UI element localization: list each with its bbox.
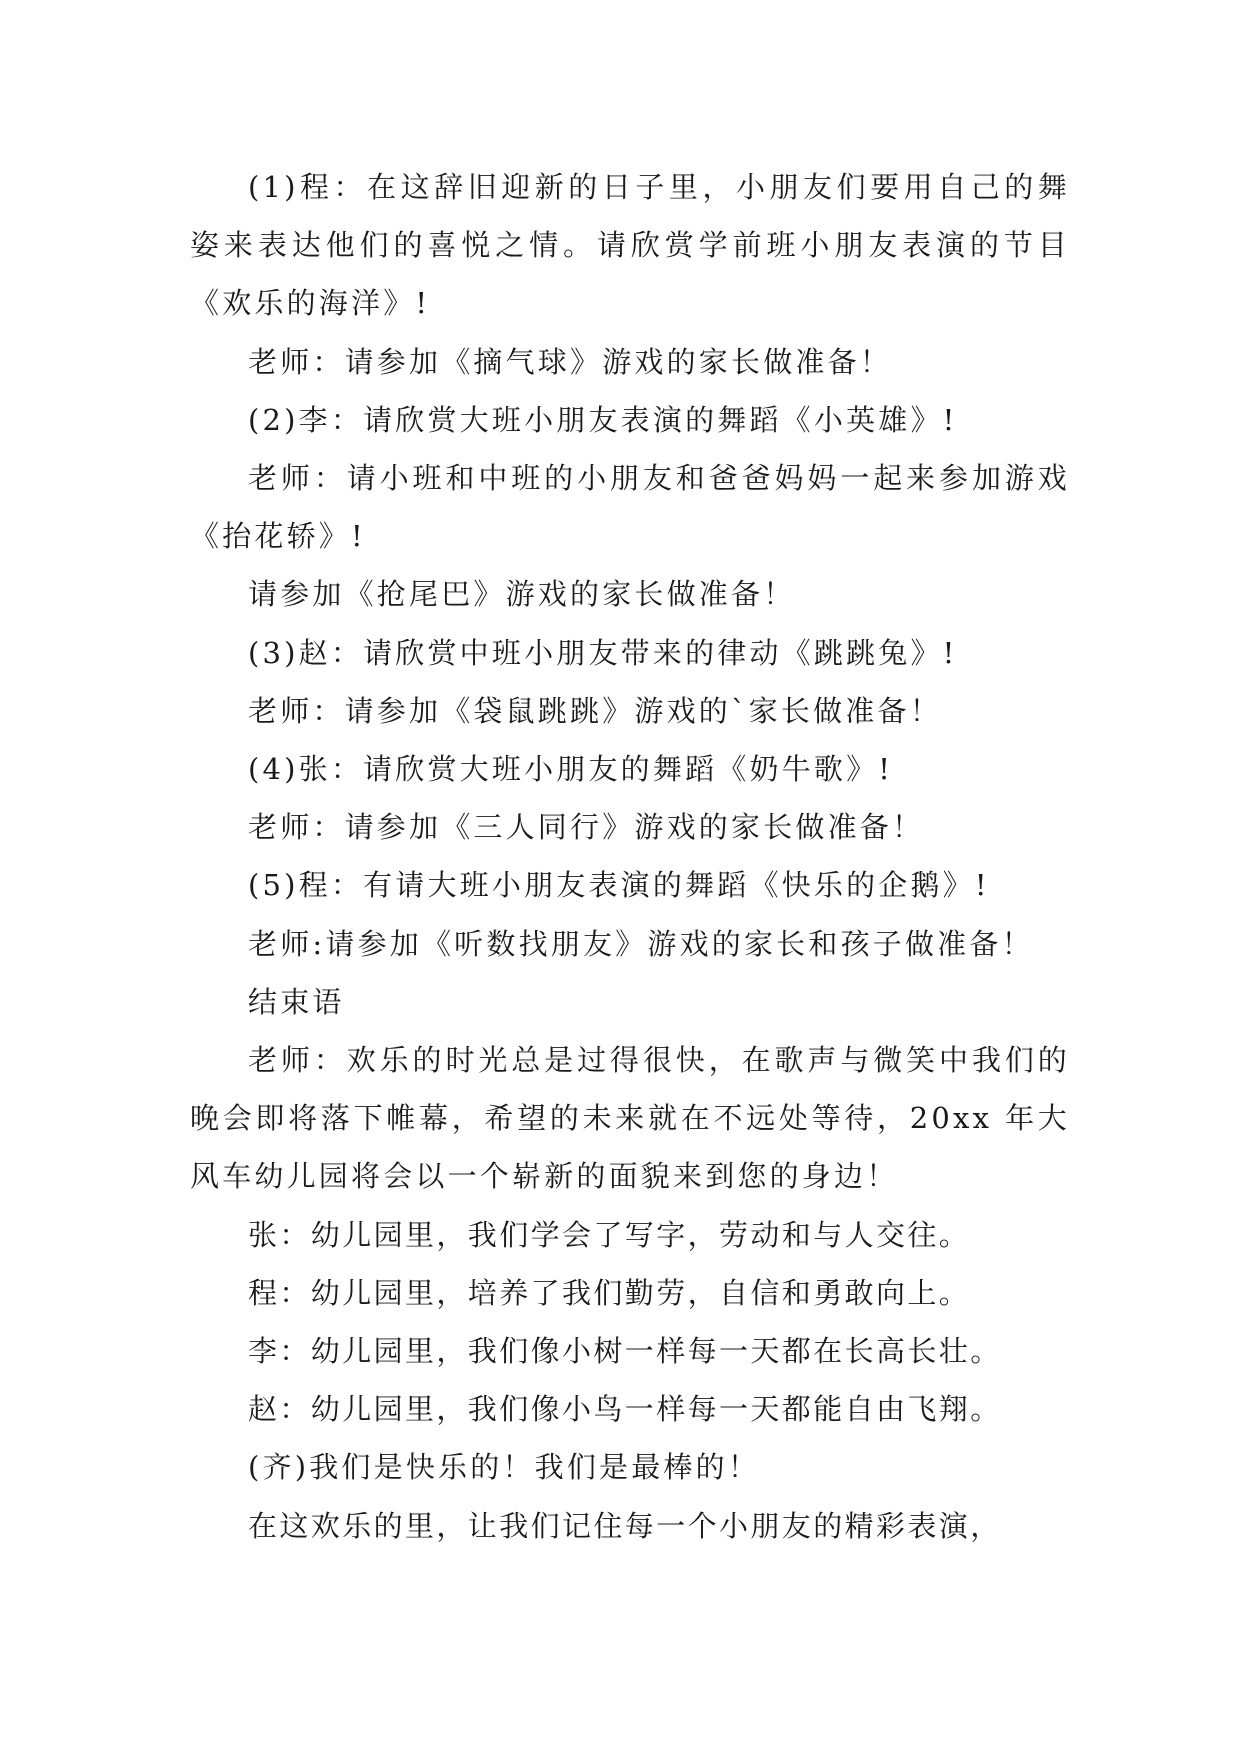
section-heading-closing: 结束语	[248, 984, 345, 1019]
paragraph-14: 程：幼儿园里，培养了我们勤劳，自信和勇敢向上。	[248, 1275, 971, 1310]
paragraph-17: (齐)我们是快乐的！我们是最棒的！	[248, 1450, 761, 1485]
paragraph-10: (5)程：有请大班小朋友表演的舞蹈《快乐的企鹅》!	[248, 868, 990, 903]
paragraph-3: (2)李：请欣赏大班小朋友表演的舞蹈《小英雄》!	[248, 402, 958, 437]
paragraph-13: 张：幼儿园里，我们学会了写字，劳动和与人交往。	[248, 1217, 971, 1252]
paragraph-18: 在这欢乐的里，让我们记住每一个小朋友的精彩表演，	[248, 1508, 1002, 1543]
paragraph-4: 老师：请小班和中班的小朋友和爸爸妈妈一起来参加游戏《抬花轿》!	[190, 461, 1070, 554]
paragraph-9: 老师：请参加《三人同行》游戏的家长做准备！	[248, 810, 925, 845]
paragraph-1: (1)程：在这辞旧迎新的日子里，小朋友们要用自己的舞姿来表达他们的喜悦之情。请欣赏学前班小朋友表演的节目《欢乐的海洋》!	[190, 170, 1070, 321]
paragraph-6: (3)赵：请欣赏中班小朋友带来的律动《跳跳兔》!	[248, 635, 958, 670]
paragraph-2: 老师：请参加《摘气球》游戏的家长做准备！	[248, 344, 893, 379]
paragraph-15: 李：幼儿园里，我们像小树一样每一天都在长高长壮。	[248, 1334, 1002, 1369]
paragraph-12: 老师：欢乐的时光总是过得很快，在歌声与微笑中我们的晚会即将落下帷幕，希望的未来就在不远处等待，20xx 年大风车幼儿园将会以一个崭新的面貌来到您的身边！	[190, 1043, 1070, 1194]
paragraph-8: (4)张：请欣赏大班小朋友的舞蹈《奶牛歌》!	[248, 752, 894, 787]
paragraph-7: 老师：请参加《袋鼠跳跳》游戏的`家长做准备！	[248, 693, 942, 728]
paragraph-11: 老师:请参加《听数找朋友》游戏的家长和孩子做准备！	[248, 926, 1034, 961]
document-body	[190, 158, 1070, 1555]
paragraph-16: 赵：幼儿园里，我们像小鸟一样每一天都能自由飞翔。	[248, 1392, 1002, 1427]
paragraph-5: 请参加《抢尾巴》游戏的家长做准备！	[248, 577, 796, 612]
